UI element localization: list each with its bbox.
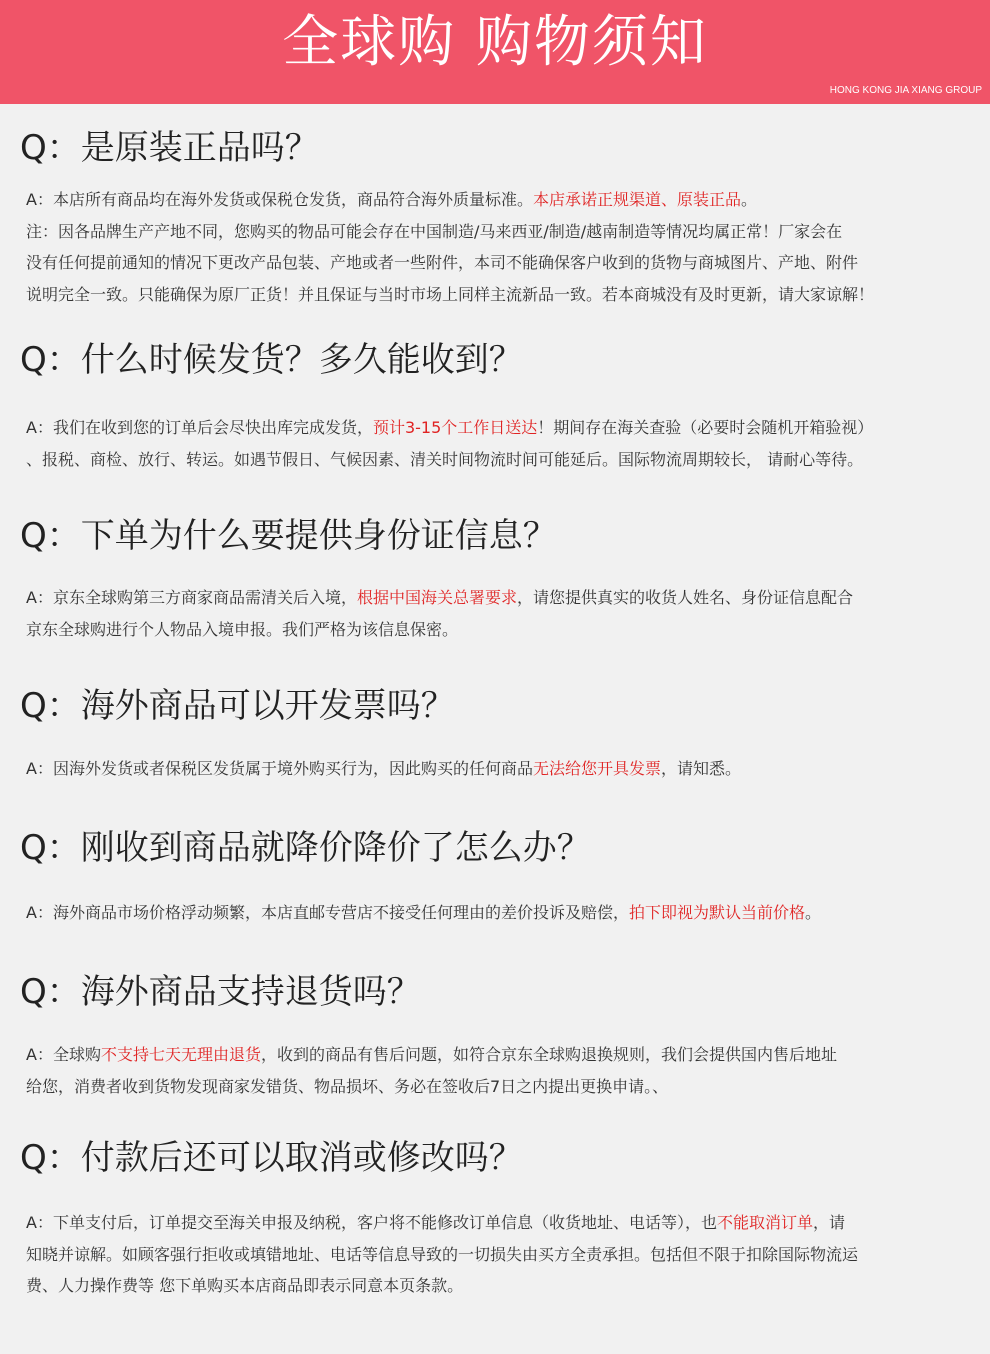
highlight-text: 本店承诺正规渠道、原装正品: [532, 190, 741, 209]
answer-text: 给您，消费者收到货物发现商家发错货、物品损坏、务必在签收后7日之内提出更换申请。、: [26, 1076, 669, 1096]
answer-text: A：下单支付后，订单提交至海关申报及纳税，客户将不能修改订单信息（收货地址、电话等），也: [26, 1213, 717, 1232]
answer-text: A：全球购: [26, 1045, 101, 1064]
answer-text: A：我们在收到您的订单后会尽快出库完成发货，: [26, 418, 373, 437]
answer-line: [26, 1207, 982, 1239]
highlight-text: 拍下即视为默认当前价格: [628, 903, 805, 922]
highlight-text: 不支持七天无理由退货: [100, 1045, 261, 1064]
answer-text: A：京东全球购第三方商家商品需清关后入境，: [26, 588, 357, 607]
highlight-text: 不能取消订单: [716, 1213, 813, 1232]
answer-line: [26, 247, 982, 279]
faq-question: Q：下单为什么要提供身份证信息？: [20, 516, 557, 556]
answer-text: 没有任何提前通知的情况下更改产品包装、产地或者一些附件，本司不能确保客户收到的货物与商城图片、产地、附件: [26, 253, 859, 272]
answer-text: 京东全球购进行个人物品入境申报。我们严格为该信息保密。: [26, 619, 459, 639]
answer-text: 费、人力操作费等 您下单购买本店商品即表示同意本页条款。: [26, 1276, 464, 1295]
answer-line: [26, 897, 982, 929]
faq-answer: [26, 1207, 982, 1302]
answer-text: 。: [804, 903, 821, 922]
answer-line: [26, 614, 982, 646]
faq-answer: [26, 582, 982, 645]
faq-question: Q：什么时候发货？多久能收到？: [20, 340, 523, 380]
highlight-text: 预计3-15个工作日送达: [372, 418, 538, 437]
answer-text: 注：因各品牌生产产地不同，您购买的物品可能会存在中国制造/马来西亚/制造/越南制造等情况均属正常！厂家会在: [26, 221, 843, 241]
faq-answer: [26, 184, 982, 310]
answer-line: [26, 444, 982, 476]
answer-line: [26, 1039, 982, 1071]
faq-question: Q：刚收到商品就降价降价了怎么办？: [20, 828, 591, 868]
answer-line: [26, 1270, 982, 1302]
answer-line: [26, 216, 982, 248]
answer-line: [26, 753, 982, 785]
answer-text: 说明完全一致。只能确保为原厂正货！并且保证与当时市场上同样主流新品一致。若本商城没有及时更新，请大家谅解！: [26, 284, 875, 304]
answer-line: [26, 184, 982, 216]
answer-text: ，收到的商品有售后问题，如符合京东全球购退换规则，我们会提供国内售后地址: [260, 1045, 837, 1064]
answer-text: ！期间存在海关查验（必要时会随机开箱验视）: [537, 418, 874, 437]
faq-answer: [26, 1039, 982, 1102]
answer-line: [26, 279, 982, 311]
faq-answer: [26, 897, 982, 929]
answer-text: A：海外商品市场价格浮动频繁，本店直邮专营店不接受任何理由的差价投诉及赔偿，: [26, 903, 629, 922]
header-banner: [0, 0, 990, 104]
highlight-text: 无法给您开具发票: [532, 759, 661, 778]
answer-text: ，请知悉。: [660, 759, 741, 778]
answer-text: 、报税、商检、放行、转运。如遇节假日、气候因素、清关时间物流时间可能延后。国际物流周期较长， 请耐心等待。: [26, 449, 864, 469]
page-title: 全球购 购物须知: [282, 10, 708, 75]
faq-question: Q：海外商品可以开发票吗？: [20, 686, 455, 726]
faq-question: Q：是原装正品吗？: [20, 128, 319, 168]
answer-text: 。: [740, 190, 757, 209]
answer-line: [26, 1071, 982, 1103]
answer-line: [26, 1239, 982, 1271]
company-name: HONG KONG JIA XIANG GROUP: [829, 85, 982, 96]
answer-line: [26, 582, 982, 614]
faq-question: Q：付款后还可以取消或修改吗？: [20, 1138, 523, 1178]
faq-question: Q：海外商品支持退货吗？: [20, 972, 421, 1012]
answer-text: 知晓并谅解。如顾客强行拒收或填错地址、电话等信息导致的一切损失由买方全责承担。包括但不限于扣除国际物流运: [26, 1244, 859, 1264]
faq-answer: [26, 753, 982, 785]
answer-text: A：因海外发货或者保税区发货属于境外购买行为，因此购买的任何商品: [26, 759, 533, 778]
faq-answer: [26, 412, 982, 475]
answer-line: [26, 412, 982, 444]
answer-text: ，请: [812, 1213, 845, 1232]
highlight-text: 根据中国海关总署要求: [356, 588, 517, 607]
answer-text: A：本店所有商品均在海外发货或保税仓发货，商品符合海外质量标准。: [26, 190, 533, 209]
answer-text: ，请您提供真实的收货人姓名、身份证信息配合: [516, 588, 853, 607]
